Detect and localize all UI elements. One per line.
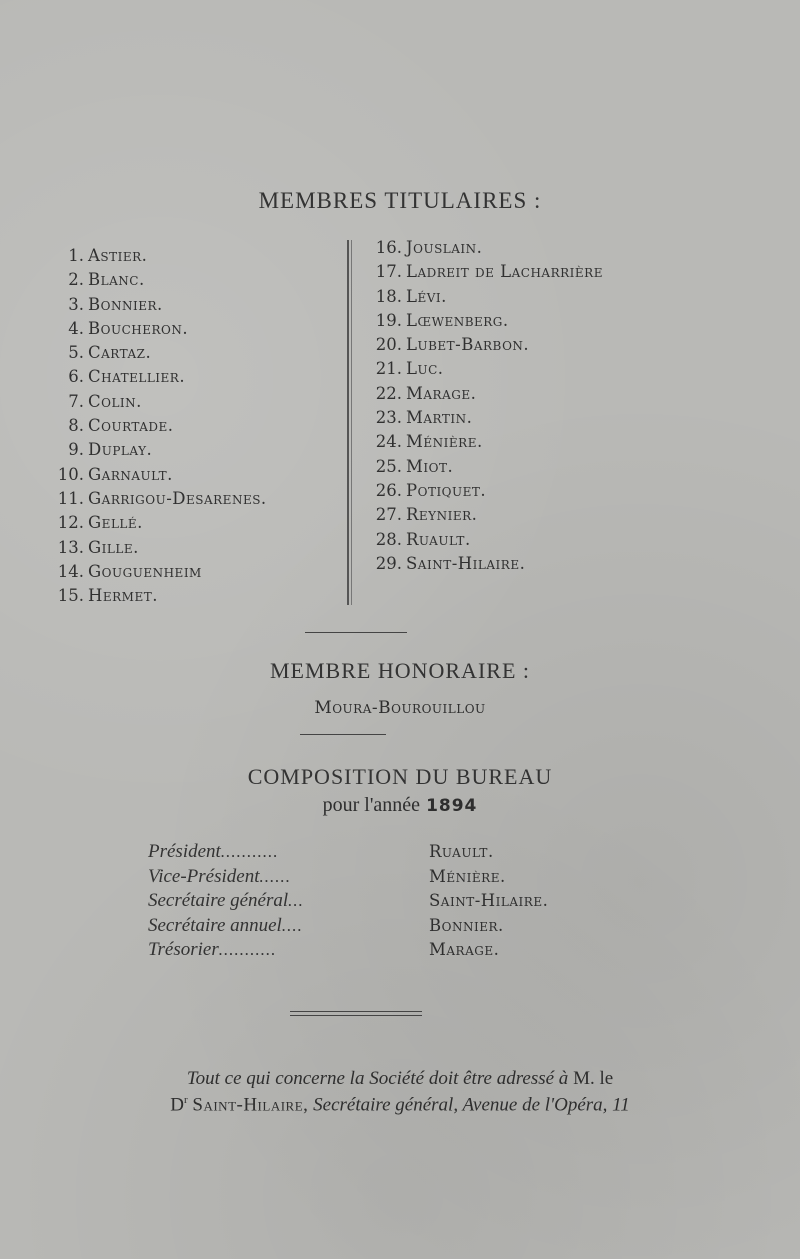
member-item bbox=[368, 552, 603, 576]
bureau-role-label: Secrétaire annuel bbox=[148, 914, 282, 936]
member-item bbox=[56, 414, 267, 438]
members-list-right bbox=[368, 236, 603, 576]
member-name: Ménière. bbox=[406, 432, 483, 452]
member-name: Blanc. bbox=[88, 270, 145, 290]
member-name: Luc. bbox=[406, 359, 444, 379]
bureau-role bbox=[148, 840, 428, 865]
member-number: 1. bbox=[68, 246, 84, 265]
member-item bbox=[56, 511, 267, 535]
member-number: 9. bbox=[68, 440, 84, 460]
member-number: 27. bbox=[375, 505, 402, 525]
member-number: 17. bbox=[375, 262, 402, 282]
footer-dr-sup: r bbox=[183, 1094, 188, 1106]
bureau-role-label: Vice-Président bbox=[148, 865, 260, 887]
section-divider bbox=[305, 632, 407, 633]
member-item bbox=[56, 390, 267, 414]
bureau-row bbox=[148, 938, 500, 963]
member-item bbox=[56, 536, 267, 560]
footer-line1-italic: Tout ce qui concerne la Société doit être adressé à bbox=[186, 1068, 569, 1089]
member-item bbox=[56, 317, 267, 341]
bureau-leader-dots: ...... bbox=[259, 866, 291, 886]
double-divider bbox=[290, 1011, 422, 1016]
member-item bbox=[368, 260, 603, 284]
member-number: 20. bbox=[375, 335, 402, 355]
member-name: Miot. bbox=[406, 456, 454, 476]
footer-name: Saint-Hilaire, bbox=[192, 1094, 309, 1116]
member-name: Boucheron. bbox=[88, 318, 189, 338]
member-name: Gellé. bbox=[88, 513, 143, 533]
member-name: Chatellier. bbox=[88, 367, 186, 387]
bureau-row bbox=[148, 840, 494, 865]
member-name: Marage. bbox=[406, 383, 477, 403]
footer-line2-italic: Secrétaire général, Avenue de l'Opéra, 11 bbox=[313, 1094, 630, 1116]
member-item bbox=[56, 487, 267, 511]
member-number: 2. bbox=[68, 270, 84, 290]
member-item bbox=[56, 293, 267, 317]
member-item bbox=[368, 309, 603, 333]
member-number: 22. bbox=[375, 383, 402, 403]
member-name: Astier. bbox=[88, 246, 148, 265]
member-item bbox=[368, 382, 603, 406]
bureau-role bbox=[148, 914, 428, 939]
bureau-holder: Marage. bbox=[429, 940, 500, 959]
bureau-row bbox=[148, 914, 504, 939]
bureau-role bbox=[148, 938, 428, 963]
member-number: 15. bbox=[57, 586, 84, 606]
member-name: Gille. bbox=[88, 537, 139, 557]
column-divider bbox=[347, 240, 352, 605]
member-item bbox=[56, 365, 267, 389]
bureau-row bbox=[148, 889, 549, 914]
member-name: Jouslain. bbox=[406, 238, 483, 257]
member-item bbox=[368, 357, 603, 381]
member-number: 3. bbox=[68, 294, 84, 314]
member-number: 16. bbox=[375, 238, 402, 257]
member-number: 12. bbox=[57, 513, 84, 533]
member-name: Saint-Hilaire. bbox=[406, 553, 526, 573]
member-name: Martin. bbox=[406, 408, 473, 428]
member-name: Reynier. bbox=[406, 505, 478, 525]
bureau-leader-dots: ........... bbox=[220, 842, 279, 861]
member-number: 19. bbox=[375, 310, 402, 330]
bureau-role bbox=[148, 889, 428, 914]
member-name: Cartaz. bbox=[88, 343, 152, 363]
member-name: Lœwenberg. bbox=[406, 310, 509, 330]
section-divider bbox=[300, 734, 386, 735]
bureau-role-label: Président bbox=[148, 841, 221, 862]
member-number: 10. bbox=[57, 464, 84, 484]
footer-line-1 bbox=[0, 1068, 800, 1090]
member-number: 28. bbox=[375, 529, 402, 549]
member-number: 14. bbox=[57, 561, 84, 581]
member-name: Ladreit de Lacharrière bbox=[406, 262, 603, 282]
member-item bbox=[368, 455, 603, 479]
member-item bbox=[368, 236, 603, 260]
member-name: Lubet-Barbon. bbox=[406, 335, 530, 355]
bureau-heading: COMPOSITION DU BUREAU bbox=[247, 764, 553, 789]
member-name: Ruault. bbox=[406, 529, 471, 549]
member-name: Lévi. bbox=[406, 286, 447, 306]
member-item bbox=[56, 463, 267, 487]
member-name: Garrigou-Desarenes. bbox=[88, 488, 267, 508]
member-item bbox=[368, 503, 603, 527]
member-name: Potiquet. bbox=[406, 480, 487, 500]
member-name: Duplay. bbox=[88, 440, 153, 460]
member-number: 26. bbox=[375, 480, 402, 500]
membres-titulaires-heading: MEMBRES TITULAIRES : bbox=[258, 188, 542, 213]
membre-honoraire-heading: MEMBRE HONORAIRE : bbox=[269, 658, 530, 683]
bureau-leader-dots: ... bbox=[288, 891, 304, 910]
member-number: 25. bbox=[375, 456, 402, 476]
member-item bbox=[56, 584, 267, 608]
member-item bbox=[368, 430, 603, 454]
member-number: 5. bbox=[68, 343, 84, 363]
member-number: 6. bbox=[68, 367, 84, 387]
bureau-role-label: Trésorier bbox=[148, 939, 219, 960]
member-item bbox=[56, 438, 267, 462]
bureau-holder: Ruault. bbox=[429, 842, 494, 861]
bureau-table bbox=[148, 840, 549, 963]
member-item bbox=[368, 406, 603, 430]
member-number: 21. bbox=[375, 359, 402, 379]
footer-line1-roman: M. le bbox=[573, 1068, 614, 1089]
member-name: Courtade. bbox=[88, 416, 174, 436]
bureau-role-label: Secrétaire général bbox=[148, 890, 289, 911]
bureau-subtitle-text: pour l'année bbox=[322, 794, 421, 816]
member-number: 23. bbox=[375, 408, 402, 428]
honorary-member-name: Moura-Bourouillou bbox=[314, 698, 486, 718]
member-item bbox=[56, 560, 267, 584]
bureau-holder: Ménière. bbox=[429, 866, 506, 886]
bureau-leader-dots: ........... bbox=[218, 940, 277, 959]
member-item bbox=[368, 333, 603, 357]
member-number: 7. bbox=[68, 391, 84, 411]
member-number: 4. bbox=[68, 318, 84, 338]
member-number: 24. bbox=[375, 432, 402, 452]
member-number: 18. bbox=[375, 286, 402, 306]
member-item bbox=[56, 244, 267, 268]
members-list-left bbox=[56, 244, 267, 608]
member-number: 11. bbox=[57, 488, 84, 508]
member-item bbox=[368, 285, 603, 309]
member-item bbox=[368, 479, 603, 503]
member-name: Colin. bbox=[88, 391, 142, 411]
bureau-row bbox=[148, 865, 506, 890]
member-number: 29. bbox=[375, 553, 402, 573]
member-item bbox=[56, 341, 267, 365]
bureau-year: 1894 bbox=[426, 796, 478, 816]
member-number: 8. bbox=[68, 416, 84, 436]
member-item bbox=[56, 268, 267, 292]
footer-line-2 bbox=[0, 1094, 800, 1116]
member-item bbox=[368, 528, 603, 552]
member-number: 13. bbox=[57, 537, 84, 557]
bureau-leader-dots: .... bbox=[281, 915, 303, 935]
member-name: Hermet. bbox=[88, 586, 158, 606]
member-name: Gouguenheim bbox=[88, 561, 202, 581]
bureau-holder: Bonnier. bbox=[429, 915, 504, 935]
bureau-subtitle bbox=[0, 794, 800, 817]
bureau-holder: Saint-Hilaire. bbox=[429, 891, 549, 910]
member-name: Bonnier. bbox=[88, 294, 163, 314]
bureau-role bbox=[148, 865, 428, 890]
footer-dr: D bbox=[170, 1094, 184, 1116]
member-name: Garnault. bbox=[88, 464, 173, 484]
